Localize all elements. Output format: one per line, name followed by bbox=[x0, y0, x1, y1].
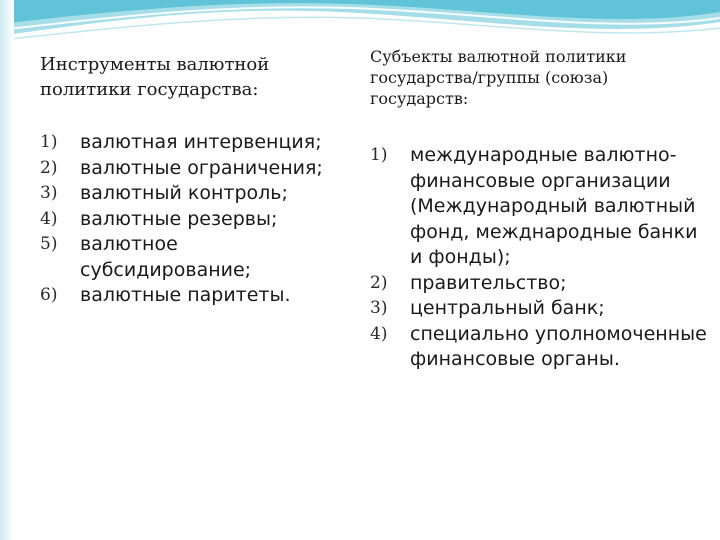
list-number: 4) bbox=[370, 323, 388, 344]
left-list bbox=[40, 130, 340, 309]
left-column-heading: Инструменты валютной политики государства: bbox=[40, 54, 270, 101]
list-number: 1) bbox=[40, 132, 58, 153]
list-item-text: специально уполномоченные финансовые органы. bbox=[410, 322, 707, 371]
list-item-text: валютное субсидирование; bbox=[80, 233, 252, 281]
list-item bbox=[40, 232, 340, 283]
list-number: 6) bbox=[40, 285, 58, 306]
list-item bbox=[40, 130, 340, 156]
left-column bbox=[40, 52, 340, 309]
list-number: 4) bbox=[40, 208, 58, 229]
list-number: 2) bbox=[370, 272, 388, 293]
list-item-text: валютные резервы; bbox=[80, 207, 278, 230]
list-number: 3) bbox=[40, 183, 58, 204]
list-number: 1) bbox=[370, 145, 388, 166]
right-column bbox=[370, 47, 710, 373]
list-item bbox=[370, 296, 710, 322]
list-item-text: валютная интервенция; bbox=[80, 131, 322, 154]
list-number: 5) bbox=[40, 234, 58, 255]
list-item bbox=[40, 283, 340, 309]
right-list bbox=[370, 143, 710, 373]
list-item-text: валютные паритеты. bbox=[80, 284, 291, 307]
list-item-text: международные валютно-финансовые организации (Международный валютный фонд, межднародные банки и фонды); bbox=[410, 144, 698, 269]
right-column-heading: Субъекты валютной политики государства/группы (союза) государств: bbox=[370, 47, 627, 108]
list-item-text: валютные ограничения; bbox=[80, 156, 323, 179]
list-item bbox=[370, 271, 710, 297]
list-item-text: правительство; bbox=[410, 271, 567, 294]
list-item bbox=[40, 156, 340, 182]
list-item-text: валютный контроль; bbox=[80, 182, 288, 205]
list-item-text: центральный банк; bbox=[410, 297, 605, 320]
list-item bbox=[370, 322, 710, 373]
list-item bbox=[40, 207, 340, 233]
list-number: 2) bbox=[40, 157, 58, 178]
list-item bbox=[370, 143, 710, 271]
list-item bbox=[40, 181, 340, 207]
list-number: 3) bbox=[370, 298, 388, 319]
left-border-gradient bbox=[0, 0, 14, 540]
